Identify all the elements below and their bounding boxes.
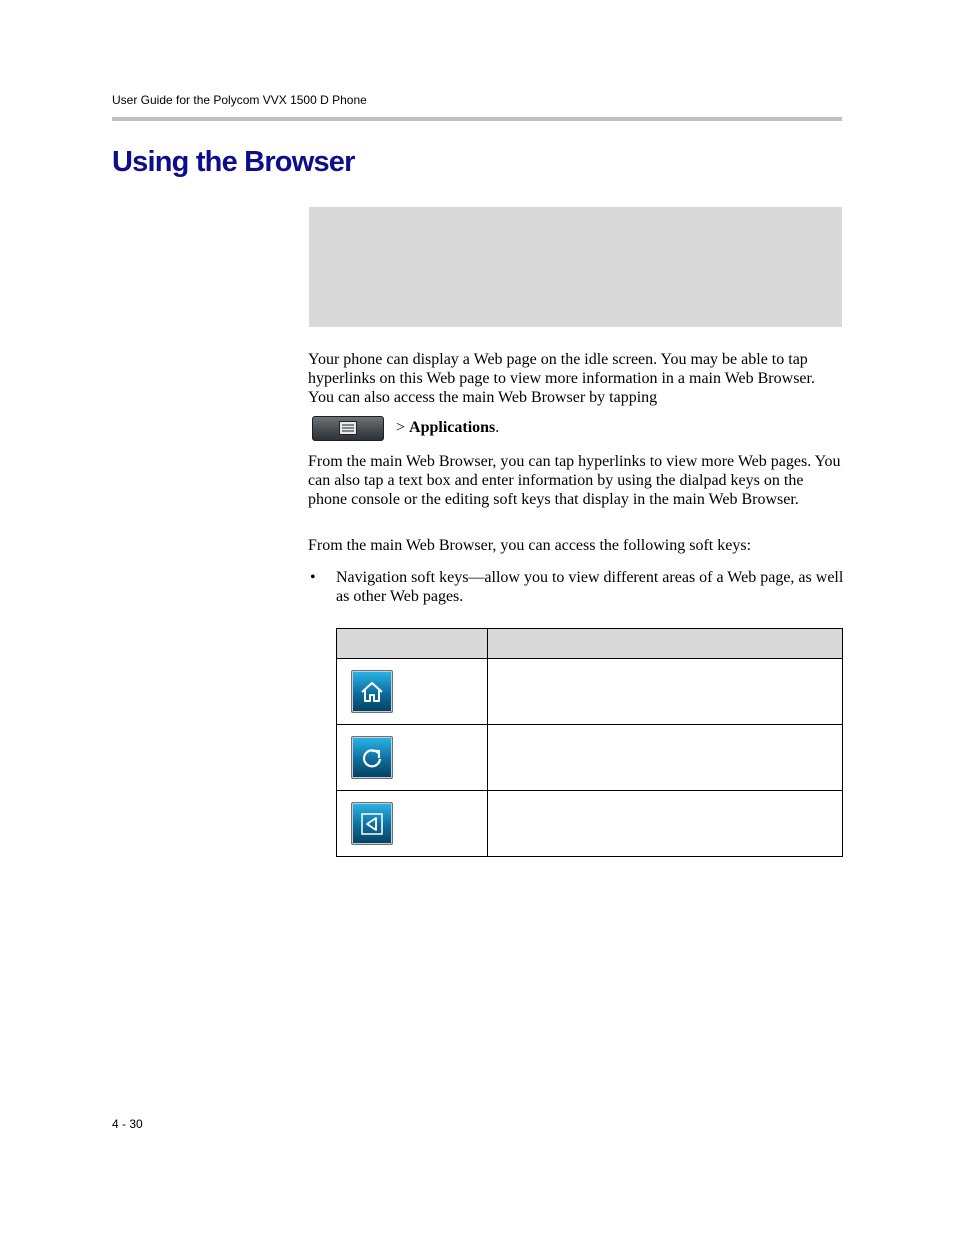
table-row <box>337 659 843 725</box>
table-header-cell <box>488 629 843 659</box>
refresh-key <box>351 736 393 779</box>
back-key <box>351 802 393 845</box>
page-title: Using the Browser <box>112 146 355 178</box>
table-icon-cell <box>337 659 488 725</box>
table-description-cell <box>488 725 843 791</box>
menu-path-end: . <box>495 419 500 436</box>
soft-keys-table <box>336 628 843 857</box>
menu-path-separator: > <box>392 419 410 436</box>
table-description-cell <box>488 659 843 725</box>
table-icon-cell <box>337 725 488 791</box>
bullet-marker: • <box>310 569 316 586</box>
table-header-row <box>337 629 843 659</box>
home-key <box>351 670 393 713</box>
menu-key-button <box>312 416 384 441</box>
browser-usage-paragraph: From the main Web Browser, you can tap hyperlinks to view more Web pages. You can also tap a text box and enter information by using the dialpad keys on the phone console or the editing soft keys that display in the main Web Browser. <box>308 453 841 508</box>
running-header: User Guide for the Polycom VVX 1500 D Phone <box>112 93 367 107</box>
table-icon-cell <box>337 791 488 857</box>
refresh-icon <box>358 744 386 772</box>
menu-path <box>312 414 499 442</box>
soft-keys-intro-paragraph: From the main Web Browser, you can access the following soft keys: <box>308 537 752 554</box>
menu-icon <box>339 421 357 435</box>
table-description-cell <box>488 791 843 857</box>
bullet-text: Navigation soft keys—allow you to view different areas of a Web page, as well as other Web pages. <box>336 569 844 605</box>
header-rule <box>112 117 842 121</box>
table-row <box>337 725 843 791</box>
intro-paragraph: Your phone can display a Web page on the idle screen. You may be able to tap hyperlinks on this Web page to view more information in a main Web Browser. You can also access the main Web Browser by tapping <box>308 351 815 406</box>
table-row <box>337 791 843 857</box>
page-number: 4 - 30 <box>112 1117 143 1131</box>
note-box <box>309 207 842 327</box>
home-icon <box>358 678 386 706</box>
table-header-cell <box>337 629 488 659</box>
back-icon <box>358 810 386 838</box>
menu-path-item: Applications <box>409 419 496 436</box>
